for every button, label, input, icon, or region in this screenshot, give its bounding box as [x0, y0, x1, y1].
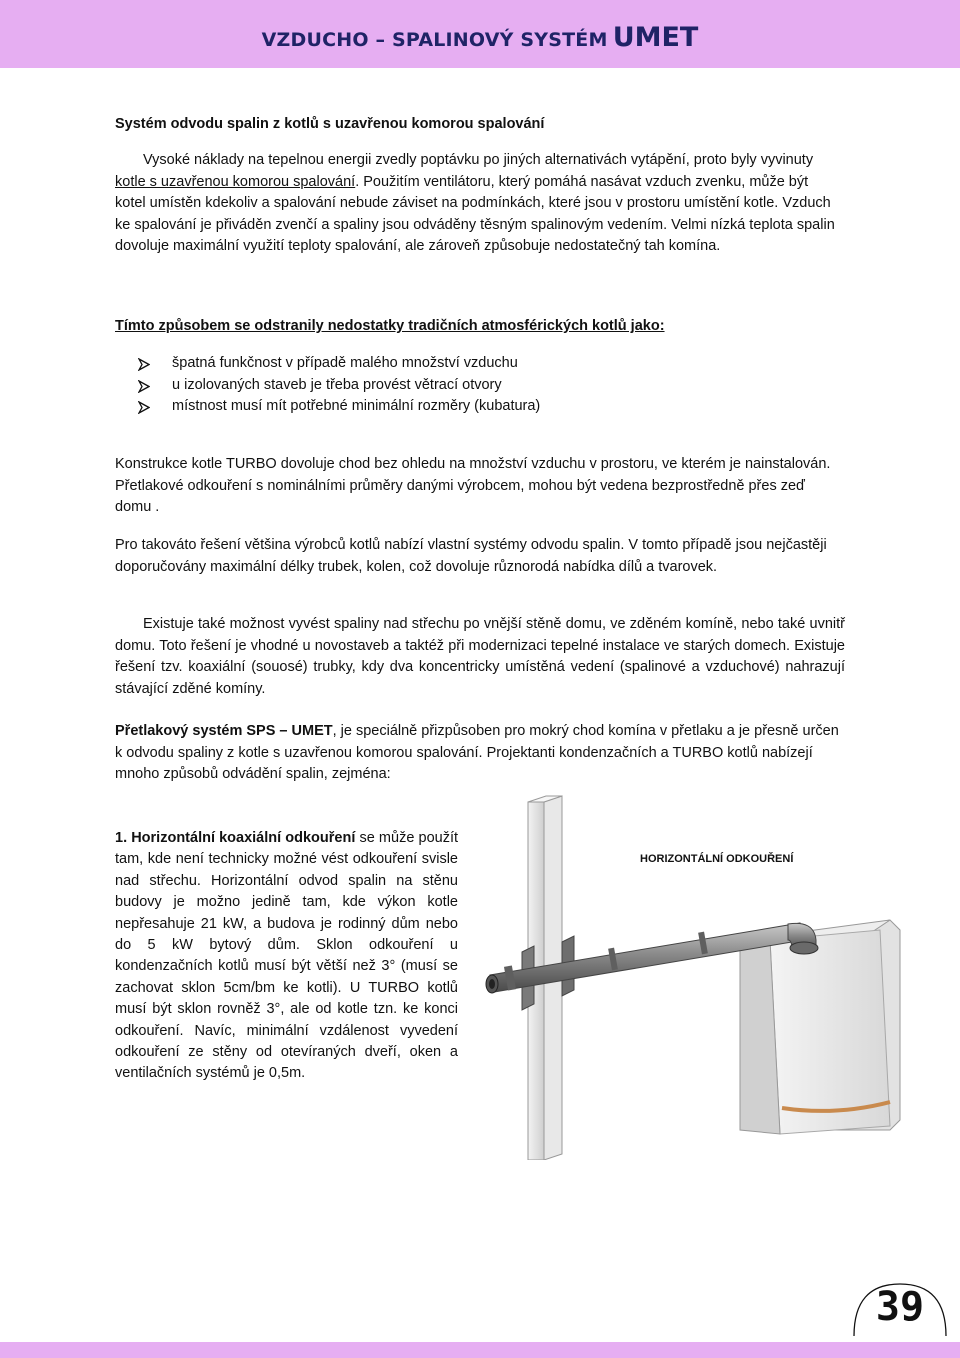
intro-paragraph — [115, 150, 840, 258]
header-title-brand: UMET — [612, 22, 699, 53]
intro-text-2: . Použitím ventilátoru, který pomáhá nasávat vzduch zvenku, může být kotel umístěn kdekoliv a spalování nebude záviset na podmínkách, které jsou v prostoru umístění kotle. Vzduch ke spalování je přiváděn zvenčí a spaliny jsou odváděny těsným spalinovým vedením. Velmi nízká teplota spalin dovoluje maximální využití teploty spalování, ale zároveň způsobuje nedostatečný tah komína. — [115, 173, 835, 254]
paragraph-solutions: Pro takováto řešení většina výrobců kotlů nabízí vlastní systémy odvodu spalin. V tomto případě jsou nejčastěji doporučovány maximální délky trubek, kolen, což dovoluje různorodá nabídka dílů a tvarovek. — [115, 537, 827, 575]
footer-band — [0, 1342, 960, 1358]
list-item: špatná funkčnost v případě malého množství vzduchu — [138, 353, 540, 375]
intro-text-1: Vysoké náklady na tepelnou energii zvedly poptávku po jiných alternativách vytápění, proto byly vyvinuty — [143, 152, 814, 168]
sps-title: Přetlakový systém SPS – UMET — [115, 723, 333, 739]
list-item: u izolovaných staveb je třeba provést větrací otvory — [138, 375, 540, 397]
intro-link[interactable]: kotle s uzavřenou komorou spalování — [115, 173, 356, 190]
horizontal-flue-diagram — [470, 790, 940, 1160]
section-horizontal: 1. Horizontální koaxiální odkouření se může použít tam, kde není technicky možné vést odkouření svisle nad střechu. Horizontální odvod spalin na stěnu budovy je možno jedině tam, kde výkon kotle nepřesahuje 21 kW, a budova je rodinný dům nebo do 5 kW bytový dům. Sklon odkouření u kondenzačních kotlů musí být větší než 3° (musí se zachovat sklon 5cm/bm ke kotli). U TURBO kotlů musí být sklon rovněž 3°, ale od kotle tzn. ke konci odkouření. Navíc, minimální vzdálenost vyvedení odkouření ze stěny od otevíraných dveří, oken a ventilačních systémů je 0,5m. — [115, 830, 459, 1082]
arrow-bullet-icon — [138, 400, 150, 422]
page-number: 39 — [875, 1284, 925, 1330]
page-header-title — [0, 22, 960, 53]
paragraph-roof: Existuje také možnost vyvést spaliny nad střechu po vnější stěně domu, ve zděném komíně, nebo také uvnitř domu. Toto řešení je vhodné u novostaveb a taktéž při modernizaci tepelné instalace ve starých domech. Existuje řešení tzv. koaxiální (souosé) trubky, kdy dva koncentricky umístěná vedení (spalinové a vzduchové) nahrazují stávající zděné komíny. — [115, 616, 845, 697]
list-item: místnost musí mít potřebné minimální rozměry (kubatura) — [138, 396, 540, 418]
header-title-text: VZDUCHO – SPALINOVÝ SYSTÉM — [261, 29, 608, 51]
flue-elbow — [788, 923, 818, 954]
section-title: 1. Horizontální koaxiální odkouření — [115, 830, 356, 846]
bullet-list — [138, 353, 540, 418]
subheading: Tímto způsobem se odstranily nedostatky tradičních atmosférických kotlů jako: — [115, 318, 665, 334]
boiler — [740, 920, 900, 1134]
main-heading: Systém odvodu spalin z kotlů s uzavřenou komorou spalování — [115, 116, 545, 132]
paragraph-turbo: Konstrukce kotle TURBO dovoluje chod bez ohledu na množství vzduchu v prostoru, ve kterém je nainstalován. Přetlakové odkouření s nominálními průměry danými výrobcem, mohou být vedena bezprostředně přes zeď domu . — [115, 456, 831, 515]
diagram-label: HORIZONTÁLNÍ ODKOUŘENÍ — [640, 853, 794, 865]
paragraph-sps: Přetlakový systém SPS – UMET, je speciálně přizpůsoben pro mokrý chod komína v přetlaku a je přesně určen k odvodu spaliny z kotle s uzavřenou komorou spalování. Projektanti kondenzačních a TURBO kotlů nabízejí mnoho způsobů odvádění spalin, zejména: — [115, 723, 839, 782]
